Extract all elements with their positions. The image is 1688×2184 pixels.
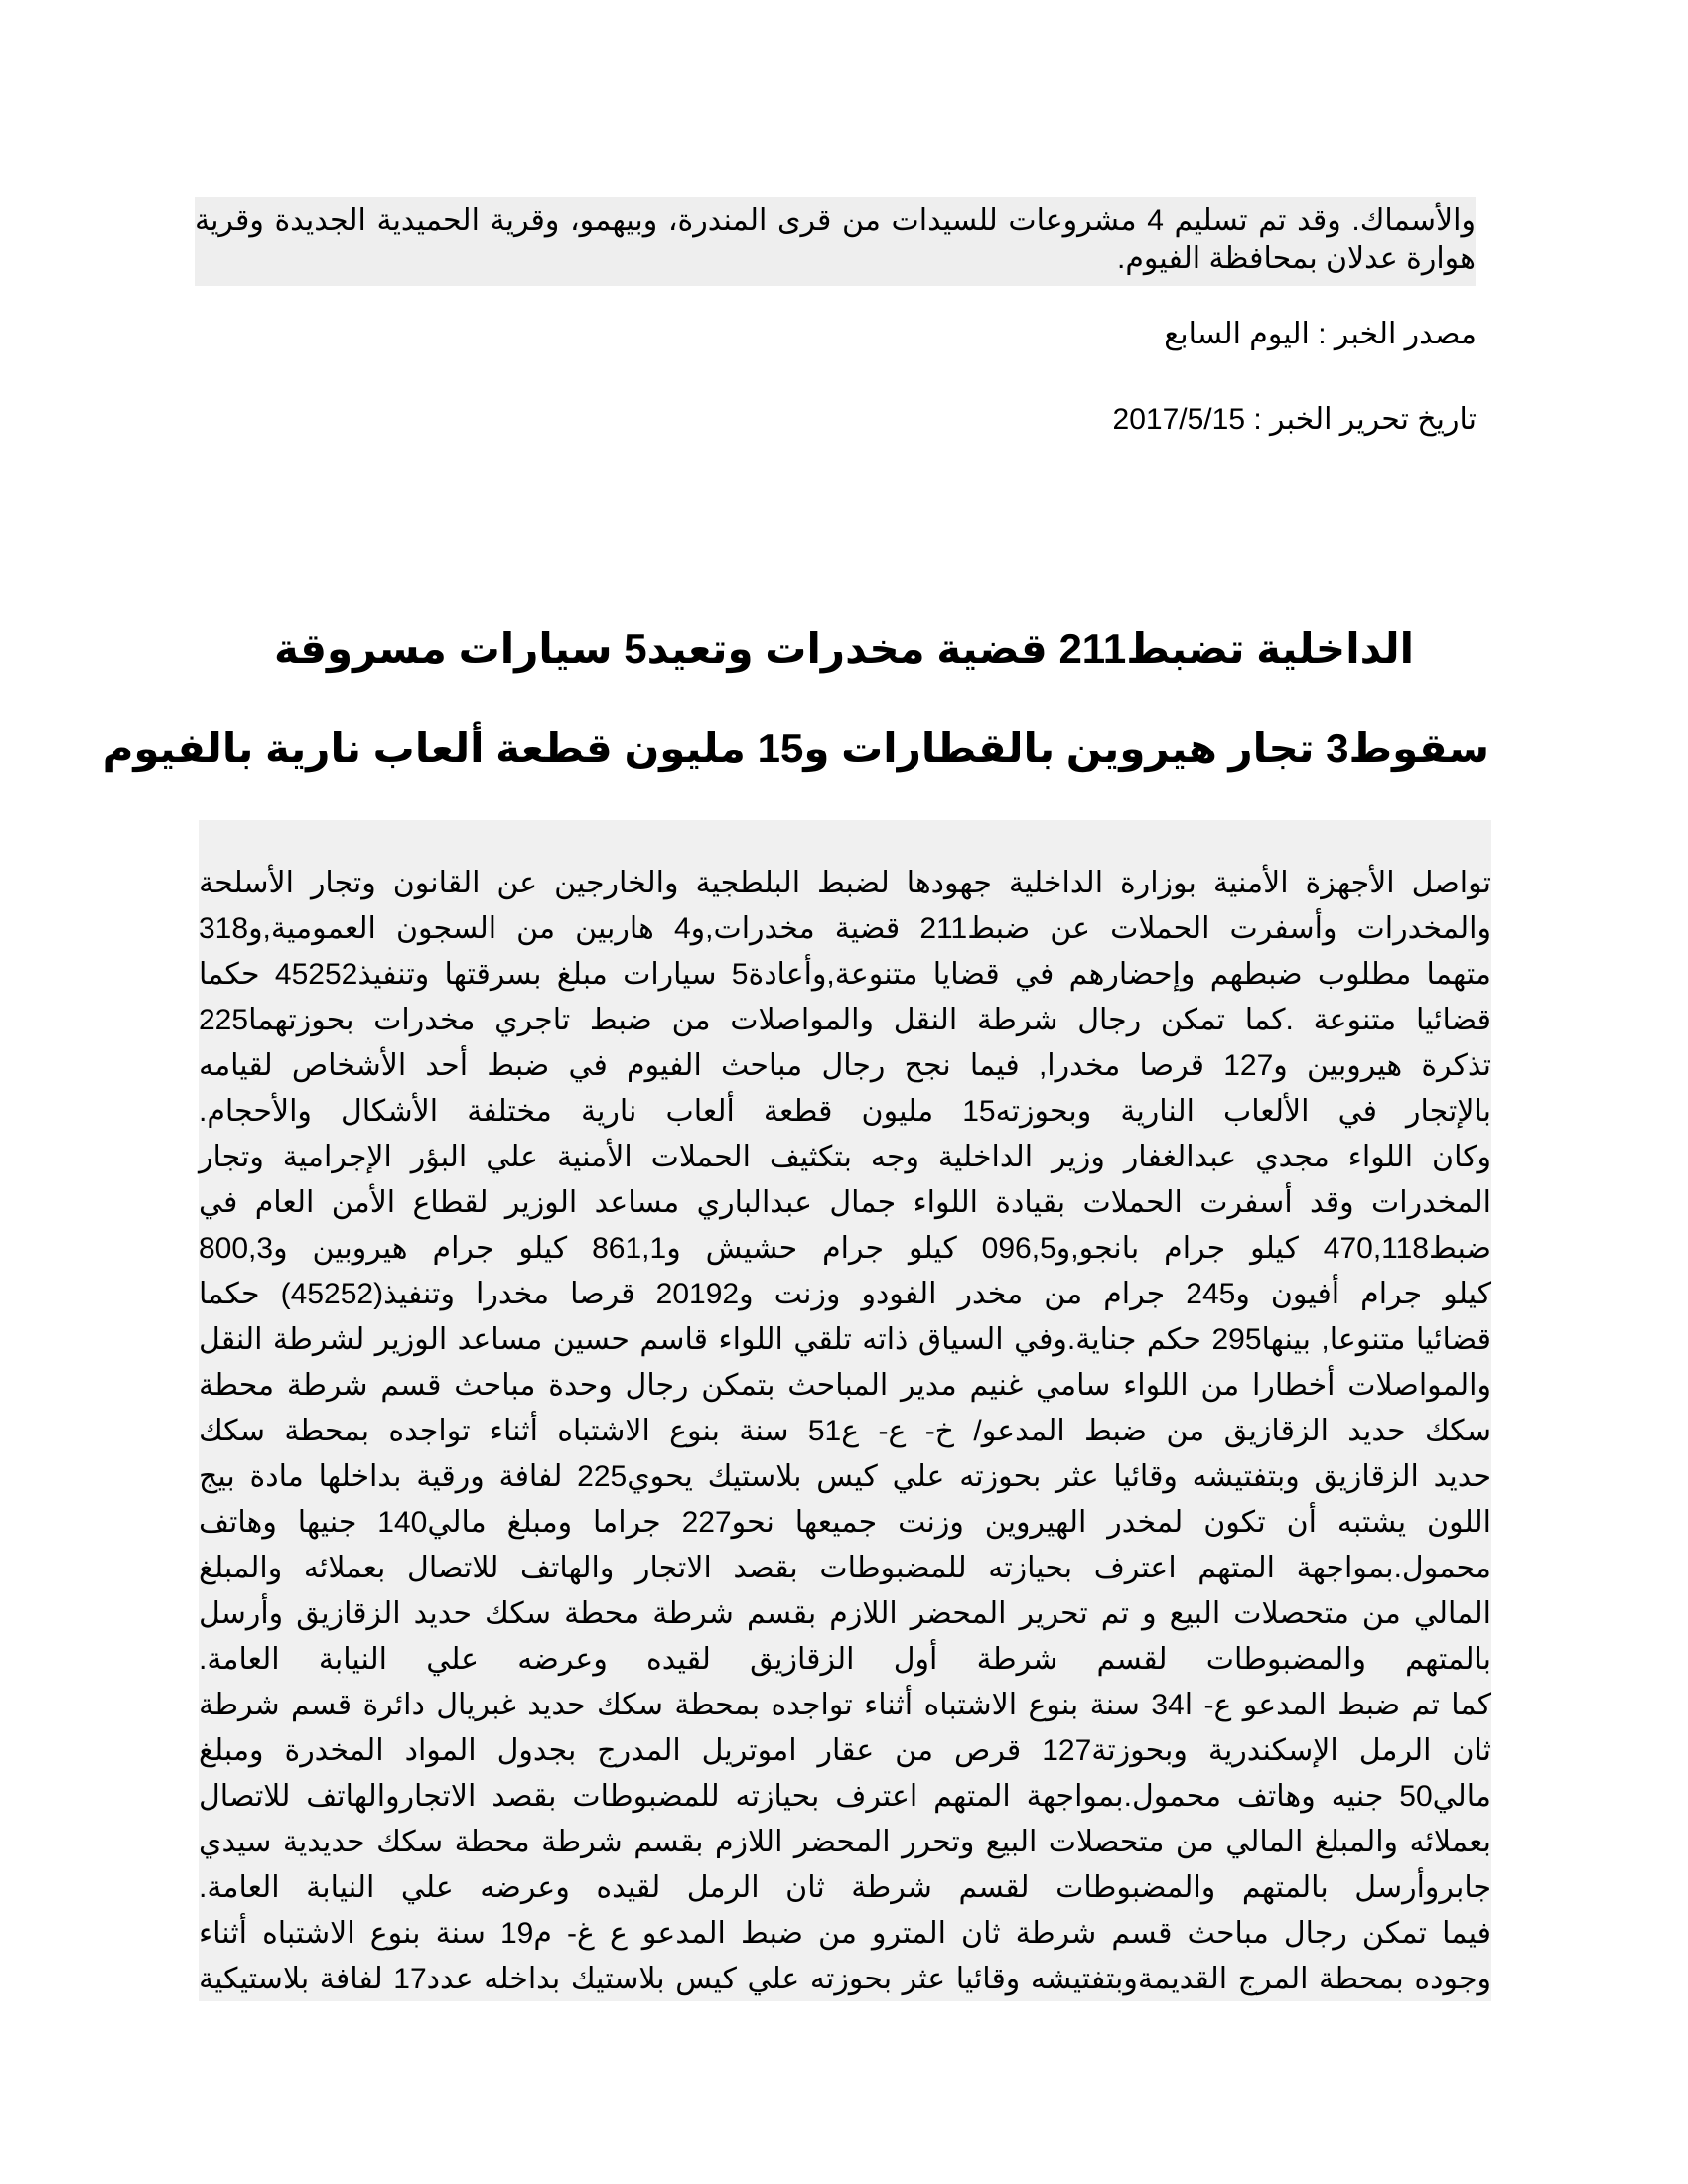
body-line: المالي من متحصلات البيع و تم تحرير المحضر اللازم بقسم شرطة محطة سكك حديد الزقازيق وأرسل: [199, 1597, 1491, 1630]
news-date: تاريخ تحرير الخبر : 2017/5/15: [1112, 403, 1477, 436]
article-body: [199, 820, 1491, 2001]
body-line: كما تم ضبط المدعو ع- ا34 سنة بنوع الاشتباه أثناء تواجده بمحطة سكك حديد غبريال دائرة قسم شرطة: [199, 1689, 1491, 1721]
body-line: وجوده بمحطة المرج القديمةوبتفتيشه وقائيا عثر بحوزته علي كيس بلاستيك بداخله عدد17 لفافة بلاستيكية: [199, 1963, 1491, 1995]
body-line: بالمتهم والمضبوطات لقسم شرطة أول الزقازيق لقيده وعرضه علي النيابة العامة.: [199, 1643, 1491, 1676]
body-line: والمواصلات أخطارا من اللواء سامي غنيم مدير المباحث بتمكن رجال وحدة مباحث قسم شرطة محطة: [199, 1369, 1491, 1402]
body-line: محمول.بمواجهة المتهم اعترف بحيازته للمضبوطات بقصد الاتجار والهاتف للاتصال بعملائه والمبلغ: [199, 1552, 1491, 1584]
body-line: متهما مطلوب ضبطهم وإحضارهم في قضايا متنوعة,وأعادة5 سيارات مبلغ بسرقتها وتنفيذ45252 حكما: [199, 958, 1491, 991]
headline-sub: سقوط3 تجار هيروين بالقطارات و15 مليون قطعة ألعاب نارية بالفيوم: [102, 725, 1489, 771]
body-line: ضبط470,118 كيلو جرام بانجو,و096,5 كيلو جرام حشيش و861,1 كيلو جرام هيروبين و800,3: [199, 1232, 1491, 1265]
headline-main: الداخلية تضبط211 قضية مخدرات وتعيد5 سيارات مسروقة: [273, 625, 1415, 672]
body-line: قضائيا متنوعا, بينها295 حكم جناية.وفي السياق ذاته تلقي اللواء قاسم حسين مساعد الوزير لشرطة النقل: [199, 1323, 1492, 1356]
body-line: تواصل الأجهزة الأمنية بوزارة الداخلية جهودها لضبط البلطجية والخارجين عن القانون وتجار الأسلحة: [199, 867, 1491, 899]
body-line: كيلو جرام أفيون و245 جرام من مخدر الفودو وزنت و20192 قرصا مخدرا وتنفيذ(45252) حكما: [199, 1278, 1492, 1310]
body-line: بعملائه والمبلغ المالي من متحصلات البيع وتحرر المحضر اللازم بقسم شرطة محطة سكك حديدية سيدي: [199, 1826, 1491, 1858]
body-line: فيما تمكن رجال مباحث قسم شرطة ثان المترو من ضبط المدعو ع غ- م19 سنة بنوع الاشتباه أثناء: [199, 1917, 1491, 1950]
body-line: قضائيا متنوعة .كما تمكن رجال شرطة النقل والمواصلات من ضبط تاجري مخدرات بحوزتهما225: [199, 1004, 1491, 1036]
intro-line: هوارة عدلان بمحافظة الفيوم.: [1117, 242, 1476, 275]
body-line: تذكرة هيروبين و127 قرصا مخدرا, فيما نجح رجال مباحث الفيوم في ضبط أحد الأشخاص لقيامه: [199, 1049, 1491, 1082]
body-line: جابروأرسل بالمتهم والمضبوطات لقسم شرطة ثان الرمل لقيده وعرضه علي النيابة العامة.: [199, 1871, 1492, 1904]
intro-paragraph: [195, 197, 1476, 286]
body-line: وكان اللواء مجدي عبدالغفار وزير الداخلية وجه بتكثيف الحملات الأمنية علي البؤر الإجرامية وتجار: [199, 1141, 1491, 1173]
intro-line: والأسماك. وقد تم تسليم 4 مشروعات للسيدات من قرى المندرة، وبيهمو، وقرية الحميدية الجديدة وقرية: [195, 205, 1476, 237]
body-line: حديد الزقازيق وبتفتيشه وقائيا عثر بحوزته علي كيس بلاستيك يحوي225 لفافة ورقية بداخلها مادة بيج: [199, 1460, 1491, 1493]
body-line: المخدرات وقد أسفرت الحملات بقيادة اللواء جمال عبدالباري مساعد الوزير لقطاع الأمن العام في: [199, 1186, 1491, 1219]
body-line: اللون يشتبه أن تكون لمخدر الهيروين وزنت جميعها نحو227 جراما ومبلغ مالي140 جنيها وهاتف: [199, 1506, 1491, 1539]
body-line: مالي50 جنيه وهاتف محمول.بمواجهة المتهم اعترف بحيازته للمضبوطات بقصد الاتجاروالهاتف للاتصال: [199, 1780, 1491, 1813]
body-line: سكك حديد الزقازيق من ضبط المدعو/ خ- ع- ع51 سنة بنوع الاشتباه أثناء تواجده بمحطة سكك: [199, 1415, 1491, 1447]
news-source: مصدر الخبر : اليوم السابع: [1164, 318, 1477, 350]
body-line: بالإتجار في الألعاب النارية وبحوزته15 مليون قطعة ألعاب نارية مختلفة الأشكال والأحجام.: [199, 1095, 1491, 1128]
body-line: والمخدرات وأسفرت الحملات عن ضبط211 قضية مخدرات,و4 هاربين من السجون العمومية,و318: [199, 912, 1491, 945]
body-line: ثان الرمل الإسكندرية وبحوزتة127 قرص من عقار اموتريل المدرج بجدول المواد المخدرة ومبلغ: [199, 1734, 1492, 1767]
